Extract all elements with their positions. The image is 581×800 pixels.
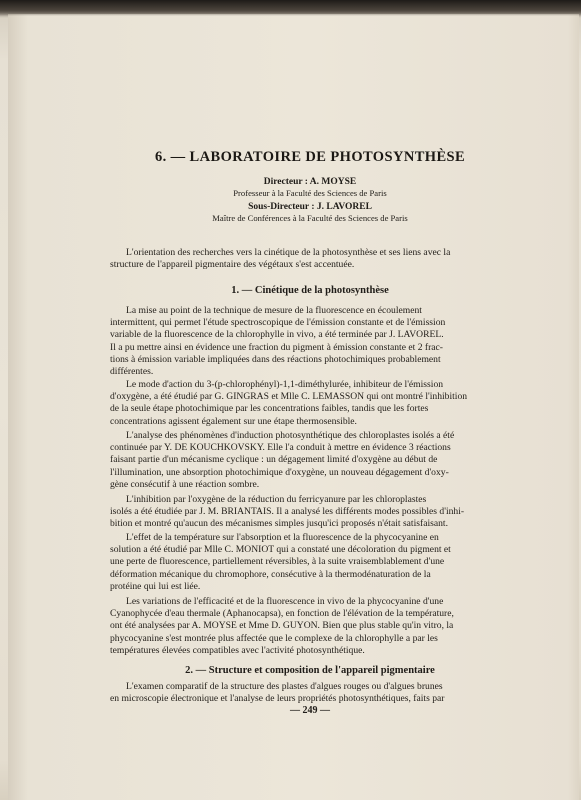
text-line: Cyanophycée d'eau thermale (Aphanocapsa), en fonction de l'élévation de la température, bbox=[110, 608, 454, 620]
intro-paragraph bbox=[110, 247, 510, 271]
text-line: L'analyse des phénomènes d'induction photosynthétique des chloroplastes isolés a été bbox=[126, 430, 455, 441]
text-line: L'examen comparatif de la structure des plastes d'algues rouges ou d'algues brunes bbox=[126, 681, 443, 692]
text-line: d'oxygène, a été étudié par G. GINGRAS et Mlle C. LEMASSON qui ont montré l'inhibition bbox=[110, 391, 468, 403]
text-line: L'inhibition par l'oxygène de la réduction du ferricyanure par les chloroplastes bbox=[126, 494, 427, 505]
text-line: protéine qui lui est liée. bbox=[110, 580, 201, 592]
paragraph-fluorescence bbox=[110, 305, 510, 378]
text-line: de la seule étape photochimique par les concentrations faibles, tandis que les fortes bbox=[110, 403, 429, 415]
text-line: solution a été étudié par Mlle C. MONIOT qui a constaté une décoloration du pigment et bbox=[110, 544, 451, 556]
director-name: Directeur : A. MOYSE bbox=[263, 177, 357, 187]
text-line: une perte de fluorescence, partiellement réversibles, à la suite vraisemblablement d'une bbox=[110, 556, 445, 568]
paragraph-phycocyanine bbox=[110, 596, 510, 657]
text-line: déformation mécanique du chromophore, consécutive à la thermodénaturation de la bbox=[110, 568, 431, 580]
paragraph-induction bbox=[110, 430, 510, 491]
text-line: Le mode d'action du 3-(p-chlorophényl)-1,1-diméthylurée, inhibiteur de l'émission bbox=[126, 379, 444, 390]
text-line: gène consécutif à une réaction sombre. bbox=[110, 478, 260, 490]
paragraph-ferricyanure bbox=[110, 494, 510, 531]
text-line: La mise au point de la technique de mesure de la fluorescence en écoulement bbox=[126, 305, 422, 316]
paragraph-temperature bbox=[110, 532, 510, 593]
chapter-title: 6. — LABORATOIRE DE PHOTOSYNTHÈSE bbox=[154, 149, 466, 165]
text-line: Les variations de l'efficacité et de la fluorescence in vivo de la phycocyanine d'une bbox=[126, 596, 444, 607]
section-1-heading: 1. — Cinétique de la photosynthèse bbox=[231, 285, 389, 296]
text-line: différentes. bbox=[110, 366, 154, 378]
text-line: intermittent, qui permet l'étude spectroscopique de l'émission constante et de l'émission bbox=[110, 317, 446, 329]
director-affiliation: Professeur à la Faculté des Sciences de Paris bbox=[233, 188, 387, 198]
section-2-heading: 2. — Structure et composition de l'appareil pigmentaire bbox=[185, 665, 435, 676]
text-line: tions à émission variable impliquées dans des réactions photochimiques probablement bbox=[110, 353, 441, 365]
subdirector-name: Sous-Directeur : J. LAVOREL bbox=[248, 202, 372, 212]
page-number: — 249 — bbox=[290, 705, 330, 716]
text-line: en microscopie électronique et l'analyse de leurs propriétés photosynthétiques, faits par bbox=[110, 693, 445, 705]
text-line: structure de l'appareil pigmentaire des végétaux s'est accentuée. bbox=[110, 259, 355, 271]
text-line: variable de la fluorescence de la chlorophylle in vivo, a été terminée par J. LAVOREL. bbox=[110, 329, 444, 341]
text-line: L'effet de la température sur l'absorption et la fluorescence de la phycocyanine en bbox=[126, 532, 439, 543]
text-line: phycocyanine s'est montrée plus affectée que le complexe de la chlorophylle a par les bbox=[110, 632, 438, 644]
text-line: concentrations agissent également sur une étape thermosensible. bbox=[110, 415, 357, 427]
text-line: bition et montré qu'aucun des mécanismes simples jusqu'ici proposés n'était satisfaisant. bbox=[110, 518, 448, 530]
text-line: L'orientation des recherches vers la cinétique de la photosynthèse et ses liens avec la bbox=[126, 247, 451, 258]
text-line: isolés a été étudiée par J. M. BRIANTAIS. Il a analysé les différents modes possibles d'inhi- bbox=[110, 506, 465, 518]
text-line: ont été analysées par A. MOYSE et Mme D. GUYON. Bien que plus stable qu'in vitro, la bbox=[110, 620, 454, 632]
subdirector-affiliation: Maître de Conférences à la Faculté des Sciences de Paris bbox=[212, 213, 408, 223]
text-line: Il a pu mettre ainsi en évidence une fraction du pigment à émission constante et 2 frac- bbox=[110, 341, 443, 353]
text-line: faisant partie d'un mécanisme cyclique : un dégagement limité d'oxygène au début de bbox=[110, 454, 438, 466]
director-block bbox=[110, 177, 510, 199]
paragraph-inhibitor bbox=[110, 379, 510, 428]
paragraph-structure bbox=[110, 681, 510, 705]
text-line: températures élevées compatibles avec l'activité photosynthétique. bbox=[110, 644, 365, 656]
page-top-shadow bbox=[0, 0, 581, 16]
text-line: l'illumination, une absorption photochimique d'oxygène, un nouveau dégagement d'oxy- bbox=[110, 466, 449, 478]
subdirector-block bbox=[110, 202, 510, 224]
text-line: continuée par Y. DE KOUCHKOVSKY. Elle l'a conduit à mettre en évidence 3 réactions bbox=[110, 442, 451, 454]
